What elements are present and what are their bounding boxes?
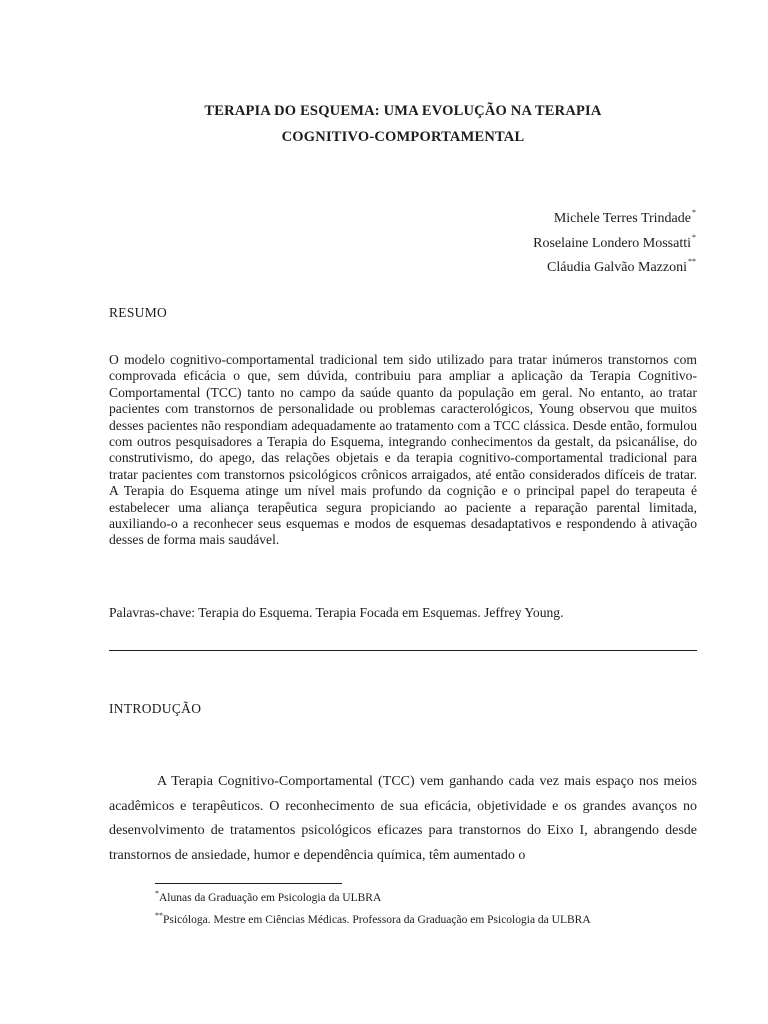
footnote-text: Alunas da Graduação em Psicologia da ULBRA xyxy=(159,892,382,904)
author-footnote-mark: * xyxy=(692,208,696,217)
footnote-mark: ** xyxy=(155,911,163,920)
abstract-heading: RESUMO xyxy=(109,305,168,320)
keywords: Palavras-chave: Terapia do Esquema. Terapia Focada em Esquemas. Jeffrey Young. xyxy=(109,605,564,620)
title-line-2: COGNITIVO-COMPORTAMENTAL xyxy=(281,129,525,145)
introduction-heading: INTRODUÇÃO xyxy=(109,701,202,716)
author-list xyxy=(533,201,696,275)
footnote-mark: * xyxy=(155,889,159,898)
author-3 xyxy=(533,250,696,275)
author-name: Roselaine Londero Mossatti xyxy=(533,235,691,251)
section-divider xyxy=(109,650,697,651)
footnote-separator xyxy=(155,883,342,884)
author-name: Cláudia Galvão Mazzoni xyxy=(547,260,687,275)
author-name: Michele Terres Trindade xyxy=(553,211,691,226)
author-footnote-mark: ** xyxy=(688,257,696,266)
footnote-2 xyxy=(155,911,591,926)
footnote-text: Psicóloga. Mestre em Ciências Médicas. Professora da Graduação em Psicologia da ULBRA xyxy=(163,914,591,926)
abstract-text: O modelo cognitivo-comportamental tradicional tem sido utilizado para tratar inúmeros transtornos com comprovada eficácia o que, sem dúvida, contribuiu para ampliar a aplicação da Terapia Cognitivo-Comportamental (TCC) tanto no campo da saúde quanto da população em geral. No entanto, ao tratar pacientes com transtornos de personalidade ou problemas caracterológicos, Young observou que muitos desses pacientes não respondiam adequadamente ao tratamento com a TCC clássica. Desde então, formulou com outros pesquisadores a Terapia do Esquema, integrando conhecimentos da gestalt, da psicanálise, do construtivismo, do apego, das relações objetais e da terapia cognitivo-comportamental tradicional para tratar pacientes com transtornos psicológicos crônicos arraigados, até então considerados difíceis de tratar. A Terapia do Esquema atinge um nível mais profundo da cognição e o principal papel do terapeuta é estabelecer uma aliança terapêutica segura propiciando ao paciente a reparação parental limitada, auxiliando-o a reconhecer seus esquemas e modos de esquemas desadaptativos e respondendo à ativação desses de forma mais saudável. xyxy=(109,352,697,548)
title-line-1: TERAPIA DO ESQUEMA: UMA EVOLUÇÃO NA TERAPIA xyxy=(204,103,602,119)
author-footnote-mark: * xyxy=(692,232,696,242)
footnote-1 xyxy=(155,889,381,904)
author-1 xyxy=(533,201,696,226)
author-2 xyxy=(533,226,696,251)
introduction-paragraph: A Terapia Cognitivo-Comportamental (TCC) vem ganhando cada vez mais espaço nos meios acadêmicos e terapêuticos. O reconhecimento de sua eficácia, objetividade e os grandes avanços no desenvolvimento de tratamentos psicológicos eficazes para transtornos do Eixo I, abrangendo desde transtornos de ansiedade, humor e dependência química, têm aumentado o xyxy=(109,774,697,863)
